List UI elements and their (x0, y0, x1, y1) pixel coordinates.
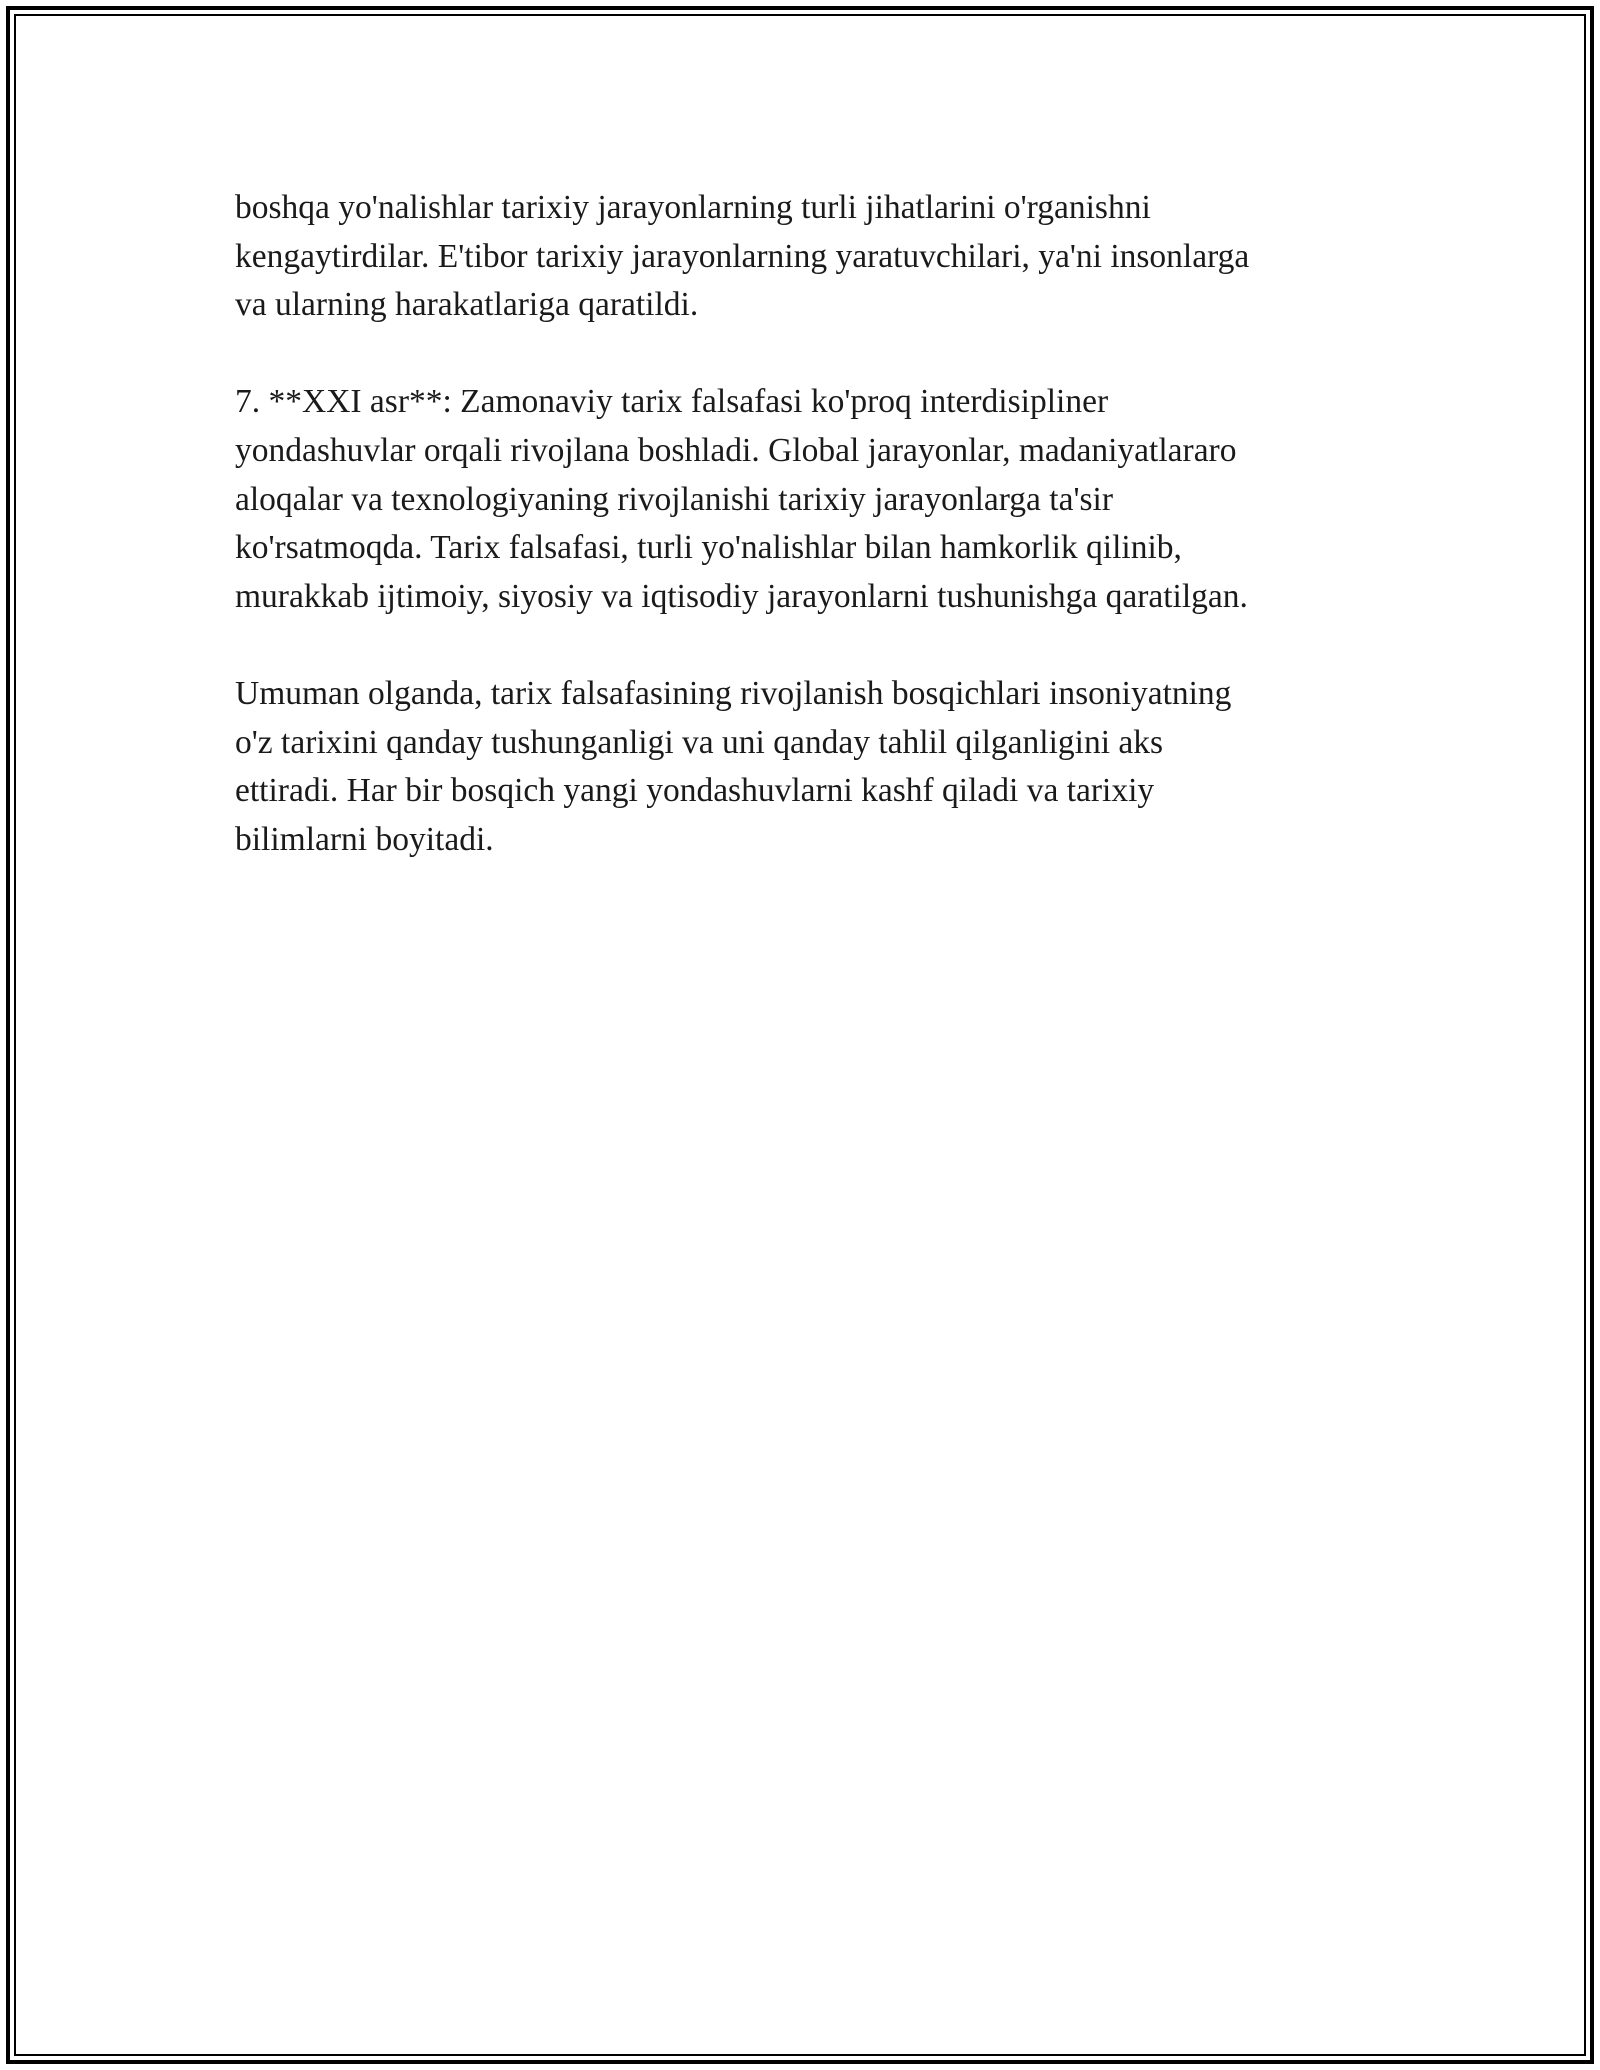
paragraph-xxi-century: 7. **XXI asr**: Zamonaviy tarix falsafasi ko'proq interdisipliner yondashuvlar orqali rivojlana boshladi. Global jarayonlar, madaniyatlararo aloqalar va texnologiyaning rivojlanishi tarixiy jarayonlarga ta'sir ko'rsatmoqda. Tarix falsafasi, turli yo'nalishlar bilan hamkorlik qilinib, murakkab ijtimoiy, siyosiy va iqtisodiy jarayonlarni tushunishga qaratilgan. (235, 383, 1248, 615)
paragraph-continuation: boshqa yo'nalishlar tarixiy jarayonlarning turli jihatlarini o'rganishni kengaytirdilar. E'tibor tarixiy jarayonlarning yaratuvchilari, ya'ni insonlarga va ularning harakatlariga qaratildi. (235, 189, 1250, 324)
document-body (235, 184, 1365, 913)
paragraph-conclusion: Umuman olganda, tarix falsafasining rivojlanish bosqichlari insoniyatning o'z tarixini qanday tushunganligi va uni qanday tahlil qilganligini aks ettiradi. Har bir bosqich yangi yondashuvlarni kashf qiladi va tarixiy bilimlarni boyitadi. (235, 674, 1232, 858)
